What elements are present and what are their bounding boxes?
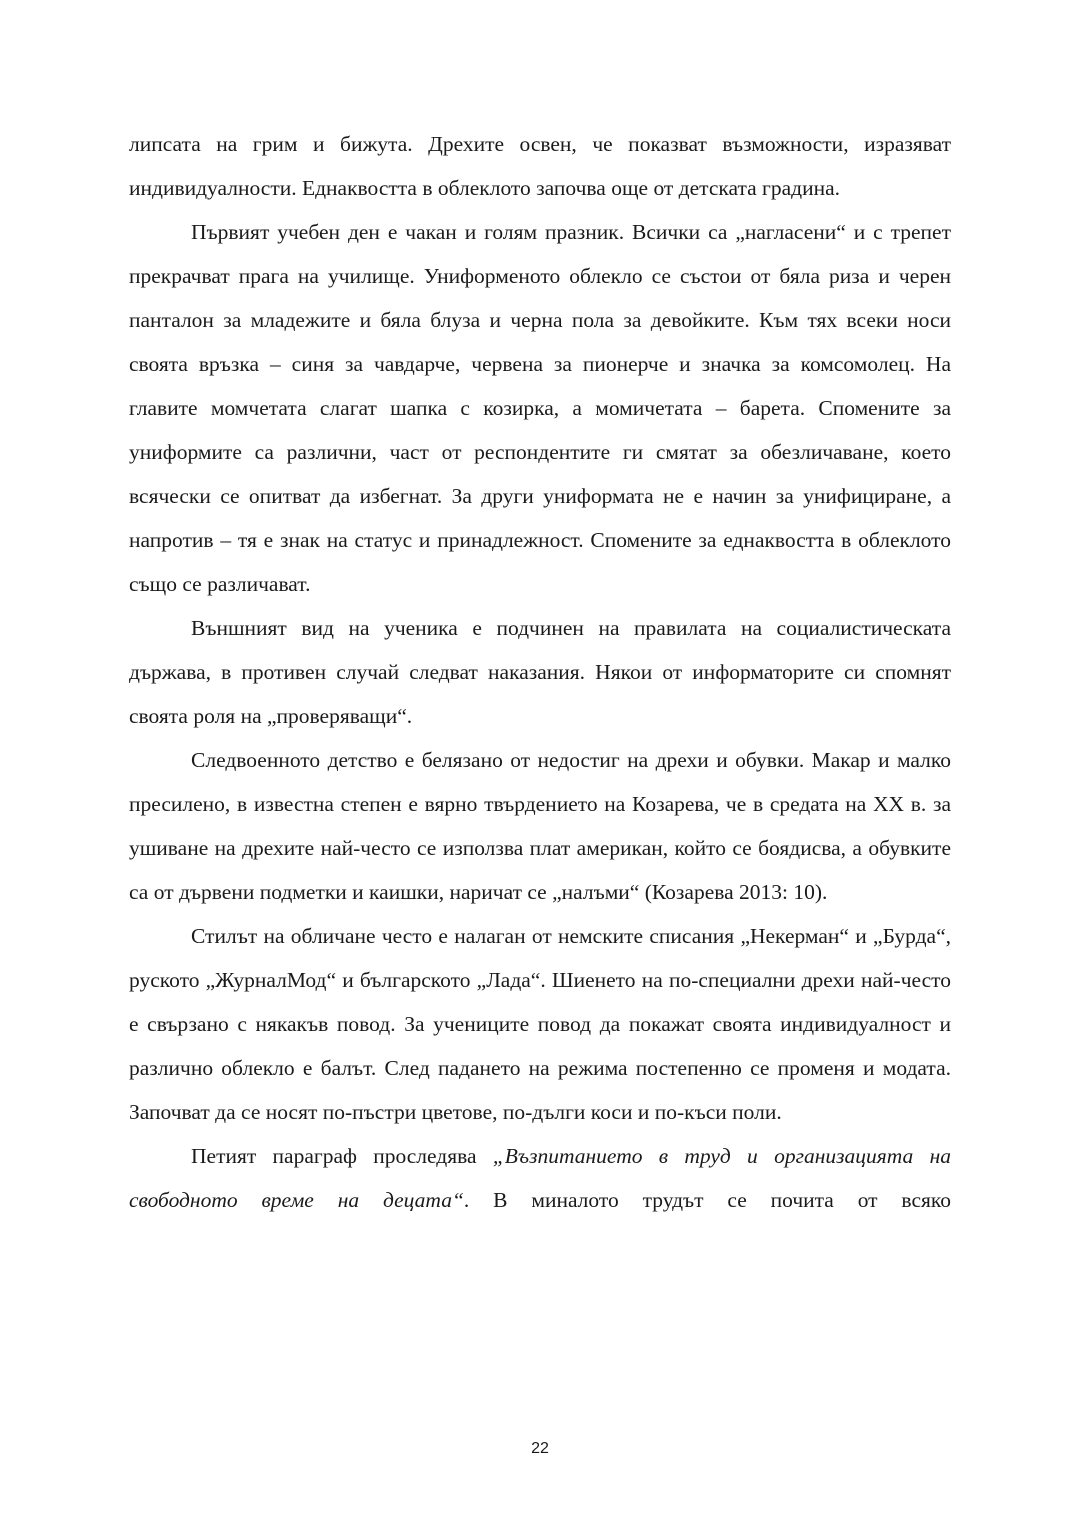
paragraph-1: липсата на грим и бижута. Дрехите освен, че показват възможности, изразяват индивидуалности. Еднаквостта в облеклото започва още от детската градина. [129, 132, 951, 200]
paragraph-6-end: . В миналото трудът се почита от всяко [463, 1188, 951, 1212]
page-number: 22 [531, 1440, 549, 1457]
paragraph-3: Външният вид на ученика е подчинен на правилата на социалистическата държава, в противен случай следват наказания. Някои от информаторите си спомнят своята роля на „проверяващи“. [129, 616, 951, 728]
paragraph-6 [129, 1134, 951, 1222]
paragraph-5: Стилът на обличане често е налаган от немските списания „Некерман“ и „Бурда“, руското „ЖурналМод“ и българското „Лада“. Шиенето на по-специални дрехи най-често е свързано с някакъв повод. За учениците повод да покажат своята индивидуалност и различно облекло е балът. След падането на режима постепенно се променя и модата. Започват да се носят по-пъстри цветове, по-дълги коси и по-къси поли. [129, 924, 951, 1124]
paragraph-4: Следвоенното детство е белязано от недостиг на дрехи и обувки. Макар и малко пресилено, в известна степен е вярно твърдението на Козарева, че в средата на XX в. за ушиване на дрехите най-често се използва плат американ, който се боядисва, а обувките са от дървени подметки и каишки, наричат се „налъми“ (Козарева 2013: 10). [129, 748, 951, 904]
paragraph-2: Първият учебен ден е чакан и голям празник. Всички са „нагласени“ и с трепет прекрачват прага на училище. Униформеното облекло се състои от бяла риза и черен панталон за младежите и бяла блуза и черна пола за девойките. Към тях всеки носи своята връзка – синя за чавдарче, червена за пионерче и значка за комсомолец. На главите момчетата слагат шапка с козирка, а момичетата – барета. Спомените за униформите са различни, част от респондентите ги смятат за обезличаване, което всячески се опитват да избегнат. За други униформата не е начин за унифициране, а напротив – тя е знак на статус и принадлежност. Спомените за еднаквостта в облеклото също се различават. [129, 220, 951, 596]
body-text [129, 122, 951, 1222]
section-title-italic: „Възпитанието в труд и организацията на свободното време на децата“ [129, 1144, 952, 1212]
paragraph-6-start: Петият параграф проследява [191, 1144, 493, 1168]
